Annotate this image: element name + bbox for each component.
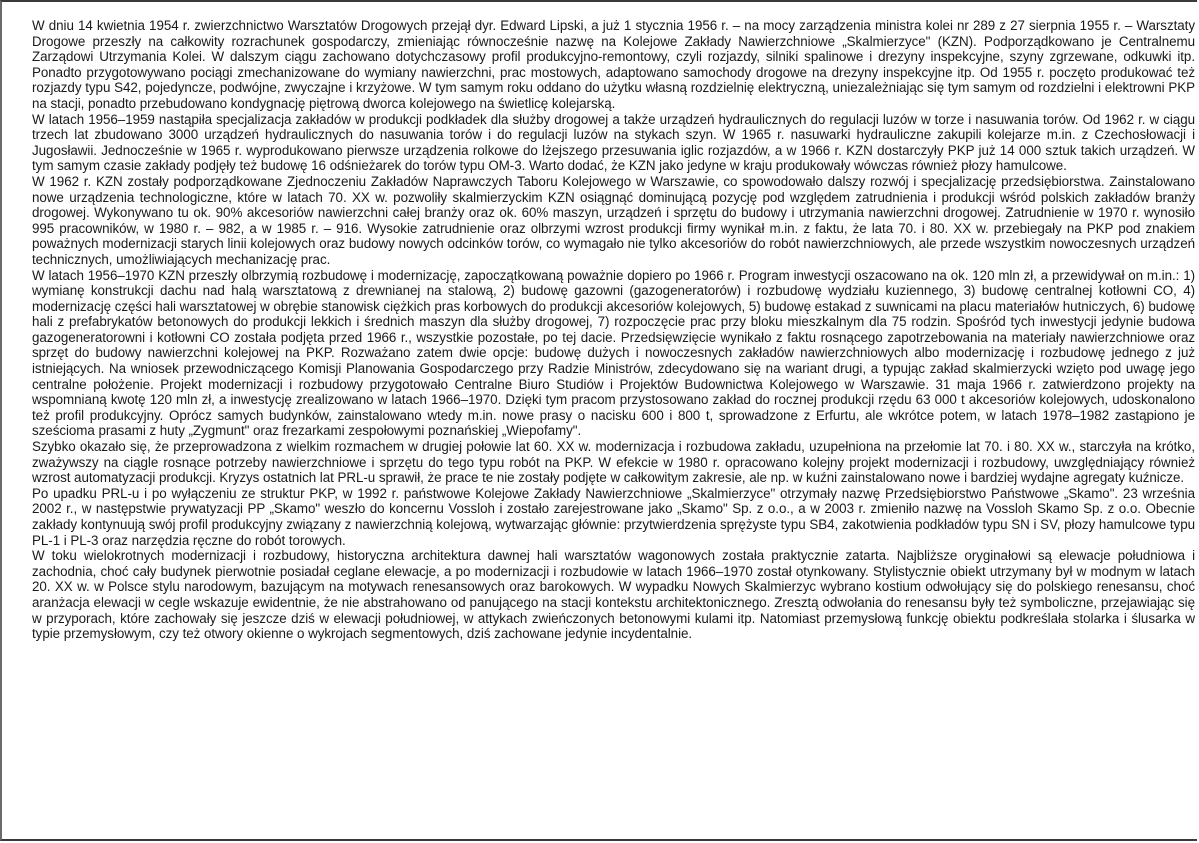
paragraph-1956-1959-specialization: W latach 1956–1959 nastąpiła specjalizacja zakładów w produkcji podkładek dla służby drogowej a także urządzeń hydraulicznych do regulacji luzów w torze i nasuwania torów. Od 1962 r. w ciągu trzech lat zbudowano 3000 urządzeń hydraulicznych do nasuwania torów i do regulacji luzów na stykach szyn. W 1965 r. nasuwarki hydrauliczne zakupili kolejarze m.in. z Czechosłowacji i Jugosławii. Jednocześnie w 1965 r. wyprodukowano pierwsze urządzenia rolkowe do lżejszego przesuwania iglic rozjazdów, a w 1966 r. KZN dostarczyły PKP już 14 000 sztuk takich urządzeń. W tym samym czasie zakłady podjęły też budowę 16 odśnieżarek do torów typu OM-3. Warto dodać, że KZN jako jedyne w kraju produkowały wówczas również płozy hamulcowe. xyxy=(32,111,1195,174)
paragraph-1954-kzn: W dniu 14 kwietnia 1954 r. zwierzchnictwo Warsztatów Drogowych przejął dyr. Edward Lipski, a już 1 stycznia 1956 r. – na mocy zarządzenia ministra kolei nr 289 z 27 sierpnia 1955 r. – Warsztaty Drogowe przeszły na całkowity rozrachunek gospodarczy, zmieniając równocześnie nazwę na Kolejowe Zakłady Nawierzchniowe „Skalmierzyce" (KZN). Podporządkowano je Centralnemu Zarządowi Utrzymania Kolei. W dalszym ciągu zachowano dotychczasowy profil produkcyjno-remontowy, czyli rozjazdy, silniki spalinowe i drezyny inspekcyjne, szyny zgrzewane, odkuwki itp. Ponadto przygotowywano pociągi zmechanizowane do wymiany nawierzchni, prac mostowych, adaptowano samochody drogowe na drezyny inspekcyjne itp. Od 1955 r. poczęto produkować też rozjazdy typu S42, pojedyncze, podwójne, zwyczajne i krzyżowe. W tym samym roku oddano do użytku własną rozdzielnię elektryczną, uniezależniając się tym samym od rozdzielni i elektrowni PKP na stacji, ponadto przebudowano kondygnację piętrową dworca kolejowego na świetlicę kolejarską. xyxy=(32,18,1195,111)
document-body xyxy=(32,18,1195,642)
paragraph-1956-1970-modernization: W latach 1956–1970 KZN przeszły olbrzymią rozbudowę i modernizację, zapoczątkowaną poważnie dopiero po 1966 r. Program inwestycji oszacowano na ok. 120 mln zł, a przewidywał on m.in.: 1) wymianę konstrukcji dachu nad halą warsztatową z drewnianej na stalową, 2) budowę gazowni (gazogeneratorów) i rozbudowę wydziału kuziennego, 3) budowę centralnej kotłowni CO, 4) modernizację części hali warsztatowej w obrębie stanowisk ciężkich pras korbowych do produkcji akcesoriów kolejowych, 5) budowę estakad z suwnicami na placu materiałów hutniczych, 6) budowę hali z prefabrykatów betonowych do produkcji lekkich i średnich maszyn dla służby drogowej, 7) rozpoczęcie prac przy bloku mieszkalnym dla 75 rodzin. Spośród tych inwestycji jedynie budowa gazogeneratorowni i kotłowni CO została podjęta przed 1966 r., wszystkie pozostałe, po tej dacie. Przedsięwzięcie wynikało z faktu rosnącego zapotrzebowania na materiały nawierzchniowe oraz sprzęt do budowy nawierzchni kolejowej na PKP. Rozważano zatem dwie opcje: budowę dużych i nowoczesnych zakładów nawierzchniowych albo modernizację i rozbudowę jednego z już istniejących. Na wniosek przewodniczącego Komisji Planowania Gospodarczego przy Radzie Ministrów, zdecydowano się na wariant drugi, a typując zakład skalmierzycki wzięto pod uwagę jego centralne położenie. Projekt modernizacji i rozbudowy przygotowało Centralne Biuro Studiów i Projektów Budownictwa Kolejowego w Warszawie. 31 maja 1966 r. zatwierdzono projekty na wspomnianą kwotę 120 mln zł, a inwestycję zrealizowano w latach 1966–1970. Dzięki tym pracom przystosowano zakład do rocznej produkcji rzędu 63 000 t akcesoriów kolejowych, udoskonalono też profil produkcyjny. Oprócz samych budynków, zainstalowano wtedy m.in. nowe prasy o nacisku 600 i 800 t, sprowadzone z Erfurtu, ale wkrótce potem, w latach 1978–1982 zastąpiono je sześcioma prasami z huty „Zygmunt" oraz frezarkami zespołowymi poznańskiej „Wiepofamy". xyxy=(32,267,1195,439)
paragraph-1980-project: Szybko okazało się, że przeprowadzona z wielkim rozmachem w drugiej połowie lat 60. XX w. modernizacja i rozbudowa zakładu, uzupełniona na przełomie lat 70. i 80. XX w., starczyła na krótko, zważywszy na ciągle rosnące potrzeby nawierzchniowe i sprzętu do tego typu robót na PKP. W efekcie w 1980 r. opracowano kolejny projekt modernizacji i rozbudowy, uwzględniający również wzrost automatyzacji produkcji. Kryzys ostatnich lat PRL-u sprawił, że prace te nie zostały podjęte w całkowitym zakresie, ale np. w kuźni zainstalowano nowe i bardziej wydajne agregaty kuźnicze. xyxy=(32,439,1195,486)
paragraph-architecture: W toku wielokrotnych modernizacji i rozbudowy, historyczna architektura dawnej hali warsztatów wagonowych została praktycznie zatarta. Najbliższe oryginałowi są elewacje południowa i zachodnia, choć cały budynek pierwotnie posiadał ceglane elewacje, a po modernizacji i rozbudowie w latach 1966–1970 został otynkowany. Stylistycznie obiekt utrzymany był w modnym w latach 20. XX w. w Polsce stylu narodowym, bazującym na motywach renesansowych oraz barokowych. W wypadku Nowych Skalmierzyc wybrano kostium odwołujący się do polskiego renesansu, choć aranżacja elewacji w cegle wskazuje ewidentnie, że nie abstrahowano od panującego na stacji kontekstu architektonicznego. Zresztą odwołania do renesansu były też symboliczne, przejawiając się w przyporach, które zachowały się jeszcze dziś w elewacji południowej, w attykach zwieńczonych betonowymi kulami itp. Natomiast przemysłową funkcję obiektu podkreślała stolarka i ślusarka w typie przemysłowym, czy też otwory okienne o wykrojach segmentowych, dziś zachowane jedynie incydentalnie. xyxy=(32,548,1195,642)
paragraph-skamo-vossloh: Po upadku PRL-u i po wyłączeniu ze struktur PKP, w 1992 r. państwowe Kolejowe Zakłady Nawierzchniowe „Skalmierzyce" otrzymały nazwę Przedsiębiorstwo Państwowe „Skamo". 23 września 2002 r., w następstwie prywatyzacji PP „Skamo" weszło do koncernu Vossloh i zostało zarejestrowane jako „Skamo" Sp. z o.o., a w 2003 r. zmieniło nazwę na Vossloh Skamo Sp. z o.o. Obecnie zakłady kontynuują swój profil produkcyjny związany z nawierzchnią kolejową, wytwarzając głównie: przytwierdzenia sprężyste typu SB4, zakotwienia podkładów typu SN i SV, płozy hamulcowe typu PL-1 i PL-3 oraz narzędzia ręczne do robót torowych. xyxy=(32,485,1195,548)
paragraph-1962-zjednoczenie: W 1962 r. KZN zostały podporządkowane Zjednoczeniu Zakładów Naprawczych Taboru Kolejowego w Warszawie, co spowodowało dalszy rozwój i specjalizację przedsiębiorstwa. Zainstalowano nowe urządzenia technologiczne, które w latach 70. XX w. pozwoliły skalmierzyckim KZN osiągnąć dominującą pozycję pod względem zatrudnienia i produkcji wśród polskich zakładów branży drogowej. Wykonywano tu ok. 90% akcesoriów nawierzchni całej branży oraz ok. 60% maszyn, urządzeń i sprzętu do budowy i utrzymania nawierzchni drogowej. Zatrudnienie w 1970 r. wynosiło 995 pracowników, w 1980 r. – 982, a w 1985 r. – 916. Wysokie zatrudnienie oraz olbrzymi wzrost produkcji firmy wynikał m.in. z faktu, że lata 70. i 80. XX w. przebiegały na PKP pod znakiem poważnych modernizacji starych linii kolejowych oraz budowy nowych odcinków torów, co wymagało nie tylko akcesoriów do robót nawierzchniowych, ale przede wszystkim nowoczesnych urządzeń technicznych, umożliwiających mechanizację prac. xyxy=(32,173,1195,267)
